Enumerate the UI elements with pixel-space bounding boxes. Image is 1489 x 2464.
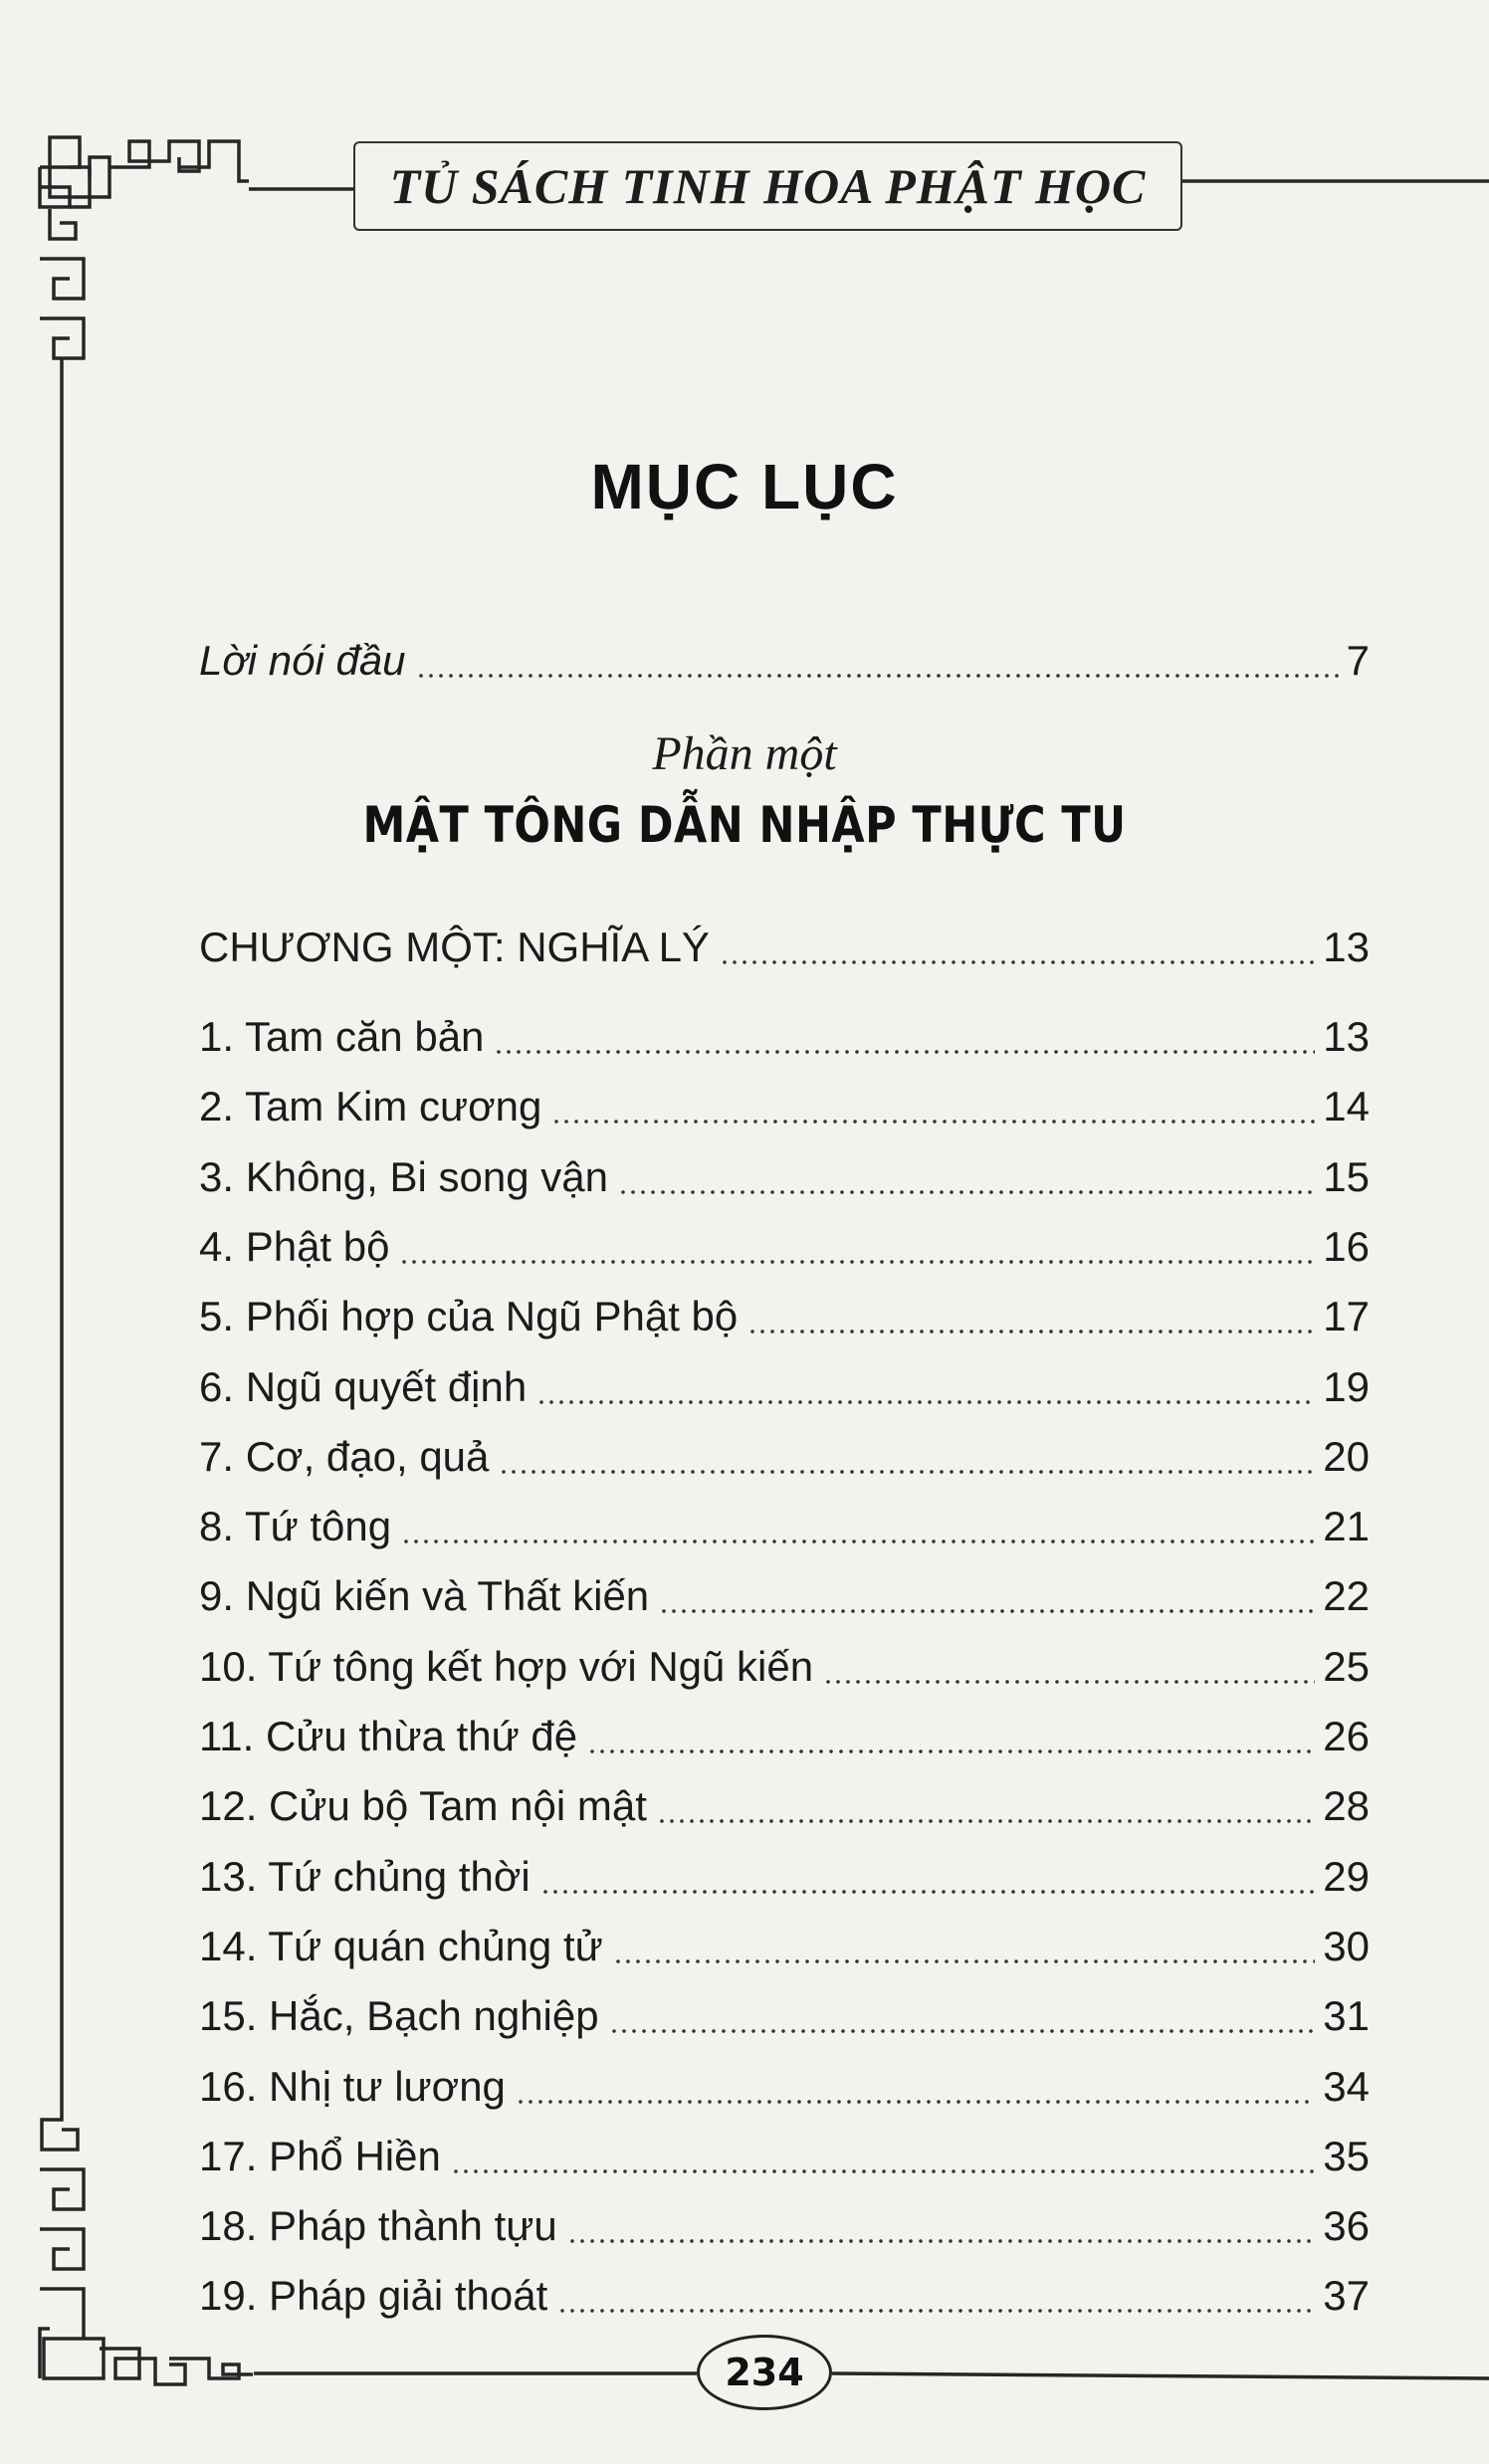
toc-entry[interactable]	[199, 1625, 1370, 1695]
toc-entry-page: 20	[1323, 1433, 1370, 1480]
toc-entry-page: 13	[1323, 924, 1370, 970]
toc-entry-label: 4. Phật bộ	[199, 1223, 390, 1270]
toc-entry[interactable]	[199, 1275, 1370, 1344]
toc-entry[interactable]	[199, 2045, 1370, 2115]
toc-entry[interactable]	[199, 1345, 1370, 1415]
toc-entry[interactable]	[199, 1485, 1370, 1554]
dot-leader	[536, 1399, 1315, 1405]
dot-leader	[401, 1539, 1315, 1544]
toc-entry-page: 31	[1323, 1992, 1370, 2039]
part-title: MẬT TÔNG DẪN NHẬP THỰC TU	[362, 796, 1127, 854]
toc-entry[interactable]	[199, 1764, 1370, 1834]
toc-entry-page: 22	[1323, 1572, 1370, 1619]
toc-entry-page: 30	[1323, 1923, 1370, 1969]
toc-entry[interactable]	[199, 2184, 1370, 2254]
toc-entry-page: 37	[1323, 2272, 1370, 2319]
part-subtitle: Phần một	[652, 727, 837, 780]
toc-entry[interactable]	[199, 1554, 1370, 1624]
toc-entry-page: 13	[1323, 1013, 1370, 1060]
dot-leader	[494, 1049, 1315, 1055]
toc-entry-label: 6. Ngũ quyết định	[199, 1363, 528, 1410]
toc-entry-page: 34	[1323, 2063, 1370, 2110]
toc-entry-label: 18. Pháp thành tựu	[199, 2202, 557, 2249]
toc-entry-page: 7	[1346, 637, 1370, 684]
dot-leader	[567, 2238, 1316, 2244]
dot-leader	[399, 1259, 1315, 1265]
toc-entry-label: 5. Phối hợp của Ngũ Phật bộ	[199, 1293, 739, 1339]
toc-entry[interactable]	[199, 2115, 1370, 2184]
series-title: TỦ SÁCH TINH HOA PHẬT HỌC	[353, 141, 1182, 231]
toc-entry[interactable]	[199, 995, 1370, 1065]
dot-leader	[516, 2099, 1315, 2105]
toc-entry-label: 7. Cơ, đạo, quả	[199, 1433, 490, 1480]
dot-leader	[659, 1608, 1315, 1614]
dot-leader	[540, 1889, 1316, 1895]
dot-leader	[823, 1679, 1315, 1685]
toc-entry-label: 2. Tam Kim cương	[199, 1083, 542, 1129]
toc-entry[interactable]	[199, 1974, 1370, 2044]
toc-entry-label: 17. Phổ Hiền	[199, 2133, 441, 2179]
toc-entry-label: 19. Pháp giải thoát	[199, 2272, 548, 2319]
toc-entry-page: 17	[1323, 1293, 1370, 1339]
dot-leader	[416, 673, 1339, 679]
page-number: 234	[697, 2335, 832, 2410]
toc-entry-label: 1. Tam căn bản	[199, 1013, 485, 1060]
toc-entry[interactable]	[199, 1905, 1370, 1974]
toc-entry-page: 29	[1323, 1853, 1370, 1900]
toc-entry-label: 13. Tứ chủng thời	[199, 1853, 531, 1900]
toc-entry[interactable]	[199, 1135, 1370, 1205]
toc-entry-label: Lời nói đầu	[199, 637, 406, 684]
dot-leader	[557, 2308, 1315, 2314]
toc-entry[interactable]	[199, 1695, 1370, 1764]
toc-entry-page: 26	[1323, 1713, 1370, 1759]
dot-leader	[551, 1119, 1315, 1125]
toc-entry[interactable]	[199, 1835, 1370, 1905]
dot-leader	[451, 2168, 1315, 2174]
toc-entry-label: 11. Cửu thừa thứ đệ	[199, 1713, 578, 1759]
toc-entry-page: 35	[1323, 2133, 1370, 2179]
toc-entry-label: 16. Nhị tư lương	[199, 2063, 506, 2110]
toc-entry[interactable]	[199, 1415, 1370, 1485]
toc-title: MỤC LỤC	[590, 451, 899, 522]
toc-entry-label: 12. Cửu bộ Tam nội mật	[199, 1782, 647, 1829]
toc-entry-page: 21	[1323, 1503, 1370, 1549]
toc-entry-label: 9. Ngũ kiến và Thất kiến	[199, 1572, 650, 1619]
toc-entry-label: 14. Tứ quán chủng tử	[199, 1923, 603, 1969]
toc-entry-label: 3. Không, Bi song vận	[199, 1153, 608, 1200]
dot-leader	[747, 1329, 1315, 1335]
toc-entry-label: 8. Tứ tông	[199, 1503, 392, 1549]
dot-leader	[618, 1189, 1315, 1195]
toc-entry-page: 36	[1323, 2202, 1370, 2249]
toc-entry-page: 14	[1323, 1083, 1370, 1129]
toc-entry-label: 10. Tứ tông kết hợp với Ngũ kiến	[199, 1643, 814, 1690]
toc-entry-page: 15	[1323, 1153, 1370, 1200]
dot-leader	[720, 959, 1315, 965]
toc-entry-page: 19	[1323, 1363, 1370, 1410]
toc-entry[interactable]	[199, 1065, 1370, 1134]
toc-entry-preface[interactable]	[199, 619, 1370, 689]
toc-entry-label: 15. Hắc, Bạch nghiệp	[199, 1992, 599, 2039]
toc-entry-label: CHƯƠNG MỘT: NGHĨA LÝ	[199, 924, 710, 970]
toc-entry[interactable]	[199, 2254, 1370, 2324]
toc-entry-page: 28	[1323, 1782, 1370, 1829]
toc-entry[interactable]	[199, 1205, 1370, 1275]
toc-entry-chapter[interactable]	[199, 906, 1370, 975]
dot-leader	[499, 1469, 1315, 1475]
dot-leader	[657, 1818, 1315, 1824]
dot-leader	[609, 2028, 1316, 2034]
dot-leader	[613, 1958, 1316, 1964]
toc-entry-page: 16	[1323, 1223, 1370, 1270]
dot-leader	[587, 1748, 1315, 1754]
toc-entry-page: 25	[1323, 1643, 1370, 1690]
